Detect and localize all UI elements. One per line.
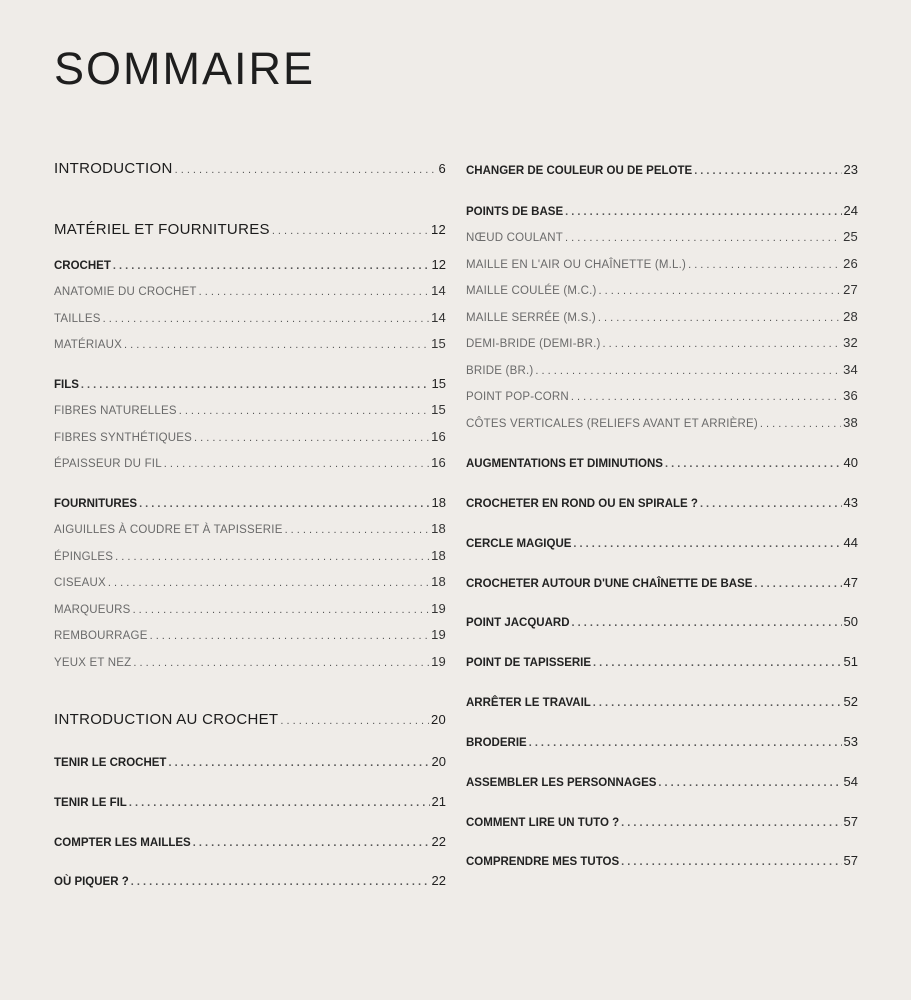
dot-leader: [285, 524, 430, 536]
dot-leader: [565, 206, 841, 218]
toc-entry[interactable]: [54, 873, 446, 888]
toc-page-number: 26: [843, 256, 858, 271]
dot-leader: [688, 259, 841, 271]
dot-leader: [571, 391, 841, 403]
toc-entry[interactable]: [54, 455, 446, 470]
toc-page-number: 43: [843, 495, 858, 510]
toc-page-number: 57: [843, 853, 858, 868]
toc-page-number: 54: [843, 774, 858, 789]
toc-entry-label: MATÉRIEL ET FOURNITURES: [54, 221, 270, 238]
toc-entry-label: BRIDE (BR.): [466, 365, 534, 377]
toc-page-number: 40: [843, 455, 858, 470]
dot-leader: [529, 737, 842, 749]
dot-leader: [754, 578, 841, 590]
dot-leader: [598, 312, 841, 324]
dot-leader: [573, 538, 841, 550]
toc-page-number: 24: [843, 203, 858, 218]
toc-entry-label: COMMENT LIRE UN TUTO ?: [466, 817, 620, 829]
toc-entry-label: CROCHETER AUTOUR D'UNE CHAÎNETTE DE BASE: [466, 578, 753, 590]
dot-leader: [103, 313, 430, 325]
dot-leader: [175, 164, 437, 176]
dot-leader: [193, 837, 430, 849]
toc-page-number: 21: [431, 794, 446, 809]
toc-entry-label: AUGMENTATIONS ET DIMINUTIONS: [466, 458, 663, 470]
toc-entry-label: MARQUEURS: [54, 604, 131, 616]
toc-entry[interactable]: [54, 574, 446, 589]
dot-leader: [139, 498, 429, 510]
toc-page-number: 57: [843, 814, 858, 829]
toc-page-number: 19: [431, 601, 446, 616]
dot-leader: [621, 856, 841, 868]
toc-page-number: 20: [430, 712, 446, 727]
toc-page-number: 32: [843, 335, 858, 350]
toc-entry[interactable]: [466, 455, 858, 470]
toc-entry[interactable]: [54, 221, 446, 238]
toc-entry-label: TENIR LE CROCHET: [54, 757, 167, 769]
toc-page-number: 15: [431, 402, 446, 417]
dot-leader: [194, 432, 429, 444]
toc-page-number: 53: [843, 734, 858, 749]
toc-entry-label: FIBRES NATURELLES: [54, 405, 177, 417]
dot-leader: [108, 577, 429, 589]
toc-entry[interactable]: [466, 734, 858, 749]
toc-entry[interactable]: [54, 283, 446, 298]
toc-page-number: 12: [431, 257, 446, 272]
dot-leader: [164, 458, 429, 470]
toc-entry[interactable]: [466, 495, 858, 510]
toc-entry[interactable]: [54, 376, 446, 391]
toc-entry-label: AIGUILLES À COUDRE ET À TAPISSERIE: [54, 524, 283, 536]
toc-entry[interactable]: [466, 575, 858, 590]
toc-entry-label: FIBRES SYNTHÉTIQUES: [54, 432, 192, 444]
toc-entry-label: COMPRENDRE MES TUTOS: [466, 856, 620, 868]
toc-page-number: 6: [438, 161, 446, 176]
toc-entry-label: INTRODUCTION: [54, 160, 173, 177]
toc-page-number: 18: [431, 574, 446, 589]
toc-page-number: 15: [431, 336, 446, 351]
dot-leader: [131, 876, 430, 888]
toc-page-number: 19: [431, 627, 446, 642]
dot-leader: [199, 286, 429, 298]
toc-entry[interactable]: [54, 754, 446, 769]
toc-entry[interactable]: [466, 362, 858, 377]
toc-entry[interactable]: [466, 256, 858, 271]
toc-entry-label: POINTS DE BASE: [466, 206, 564, 218]
dot-leader: [150, 630, 430, 642]
toc-entry-label: ANATOMIE DU CROCHET: [54, 286, 197, 298]
toc-entry[interactable]: [466, 335, 858, 350]
toc-page-number: 51: [843, 654, 858, 669]
dot-leader: [81, 379, 430, 391]
toc-entry-label: MAILLE COULÉE (M.C.): [466, 285, 597, 297]
toc-page-number: 38: [843, 415, 858, 430]
toc-page-number: 25: [843, 229, 858, 244]
dot-leader: [133, 604, 430, 616]
toc-entry[interactable]: [466, 203, 858, 218]
toc-entry[interactable]: [466, 654, 858, 669]
dot-leader: [272, 225, 429, 237]
toc-page-number: 44: [843, 535, 858, 550]
toc-entry-label: CROCHET: [54, 260, 111, 272]
toc-page-number: 18: [431, 521, 446, 536]
dot-leader: [700, 498, 842, 510]
toc-page-number: 16: [431, 429, 446, 444]
dot-leader: [572, 617, 842, 629]
toc-entry-label: CÔTES VERTICALES (RELIEFS AVANT ET ARRIÈRE): [466, 418, 758, 430]
toc-entry[interactable]: [466, 162, 858, 177]
toc-entry-label: ASSEMBLER LES PERSONNAGES: [466, 777, 657, 789]
toc-page-number: 18: [431, 548, 446, 563]
toc-entry[interactable]: [54, 160, 446, 177]
toc-page-number: 28: [843, 309, 858, 324]
toc-entry-label: YEUX ET NEZ: [54, 657, 132, 669]
dot-leader: [603, 338, 842, 350]
dot-leader: [124, 339, 429, 351]
toc-entry-label: POINT DE TAPISSERIE: [466, 657, 592, 669]
toc-entry[interactable]: [54, 495, 446, 510]
toc-entry[interactable]: [466, 388, 858, 403]
toc-entry[interactable]: [54, 402, 446, 417]
toc-entry-label: TAILLES: [54, 313, 101, 325]
toc-entry-label: REMBOURRAGE: [54, 630, 148, 642]
toc-entry[interactable]: [54, 711, 446, 728]
toc-entry-label: BRODERIE: [466, 737, 527, 749]
dot-leader: [665, 458, 842, 470]
dot-leader: [593, 697, 842, 709]
toc-entry[interactable]: [54, 601, 446, 616]
toc-page-number: 12: [430, 222, 446, 237]
toc-page-number: 15: [431, 376, 446, 391]
toc-entry[interactable]: [54, 548, 446, 563]
dot-leader: [535, 365, 841, 377]
toc-page-number: 23: [843, 162, 858, 177]
toc-entry[interactable]: [466, 535, 858, 550]
toc-entry[interactable]: [54, 834, 446, 849]
toc-entry[interactable]: [466, 694, 858, 709]
toc-page-number: 16: [431, 455, 446, 470]
toc-entry[interactable]: [466, 229, 858, 244]
toc-entry[interactable]: [466, 774, 858, 789]
toc-page-number: 34: [843, 362, 858, 377]
toc-entry-label: POINT JACQUARD: [466, 617, 570, 629]
toc-page-number: 14: [431, 283, 446, 298]
toc-entry[interactable]: [466, 853, 858, 868]
dot-leader: [760, 418, 841, 430]
dot-leader: [280, 715, 429, 727]
toc-entry[interactable]: [466, 814, 858, 829]
toc-page-number: 36: [843, 388, 858, 403]
dot-leader: [621, 817, 841, 829]
toc-entry-label: ARRÊTER LE TRAVAIL: [466, 697, 591, 709]
toc-entry-label: FOURNITURES: [54, 498, 138, 510]
toc-entry-label: OÙ PIQUER ?: [54, 876, 129, 888]
toc-entry[interactable]: [54, 521, 446, 536]
toc-entry-label: COMPTER LES MAILLES: [54, 837, 191, 849]
toc-entry-label: DEMI-BRIDE (DEMI-BR.): [466, 338, 601, 350]
toc-page-number: 27: [843, 282, 858, 297]
toc-entry-label: MATÉRIAUX: [54, 339, 123, 351]
dot-leader: [565, 232, 841, 244]
dot-leader: [168, 757, 429, 769]
toc-entry-label: CERCLE MAGIQUE: [466, 538, 572, 550]
toc-entry[interactable]: [466, 415, 858, 430]
dot-leader: [593, 657, 842, 669]
toc-entry-label: CISEAUX: [54, 577, 106, 589]
dot-leader: [658, 777, 841, 789]
toc-page-number: 22: [431, 834, 446, 849]
toc-entry[interactable]: [54, 257, 446, 272]
dot-leader: [129, 797, 430, 809]
toc-entry-label: MAILLE EN L'AIR OU CHAÎNETTE (M.L.): [466, 259, 687, 271]
toc-entry[interactable]: [466, 282, 858, 297]
toc-entry-label: POINT POP-CORN: [466, 391, 569, 403]
toc-page-number: 47: [843, 575, 858, 590]
dot-leader: [599, 285, 842, 297]
toc-page-number: 18: [431, 495, 446, 510]
toc-entry[interactable]: [54, 654, 446, 669]
toc-entry[interactable]: [54, 310, 446, 325]
dot-leader: [115, 551, 429, 563]
toc-entry[interactable]: [54, 429, 446, 444]
dot-leader: [113, 260, 430, 272]
page-title: SOMMAIRE: [54, 43, 316, 94]
toc-entry-label: TENIR LE FIL: [54, 797, 127, 809]
toc-entry-label: INTRODUCTION AU CROCHET: [54, 711, 279, 728]
toc-entry-label: FILS: [54, 379, 79, 391]
dot-leader: [179, 405, 429, 417]
toc-entry[interactable]: [54, 336, 446, 351]
toc-page-number: 19: [431, 654, 446, 669]
toc-entry[interactable]: [54, 794, 446, 809]
toc-page-number: 52: [843, 694, 858, 709]
dot-leader: [133, 657, 429, 669]
toc-entry[interactable]: [466, 309, 858, 324]
dot-leader: [694, 165, 841, 177]
toc-page-number: 22: [431, 873, 446, 888]
toc-entry-label: NŒUD COULANT: [466, 232, 563, 244]
toc-entry[interactable]: [54, 627, 446, 642]
toc-entry-label: CHANGER DE COULEUR OU DE PELOTE: [466, 165, 693, 177]
toc-page-number: 20: [431, 754, 446, 769]
toc-entry-label: CROCHETER EN ROND OU EN SPIRALE ?: [466, 498, 698, 510]
toc-page-number: 14: [431, 310, 446, 325]
toc-entry-label: ÉPINGLES: [54, 551, 114, 563]
toc-entry[interactable]: [466, 614, 858, 629]
toc-page-number: 50: [843, 614, 858, 629]
toc-entry-label: MAILLE SERRÉE (M.S.): [466, 312, 596, 324]
toc-entry-label: ÉPAISSEUR DU FIL: [54, 458, 162, 470]
